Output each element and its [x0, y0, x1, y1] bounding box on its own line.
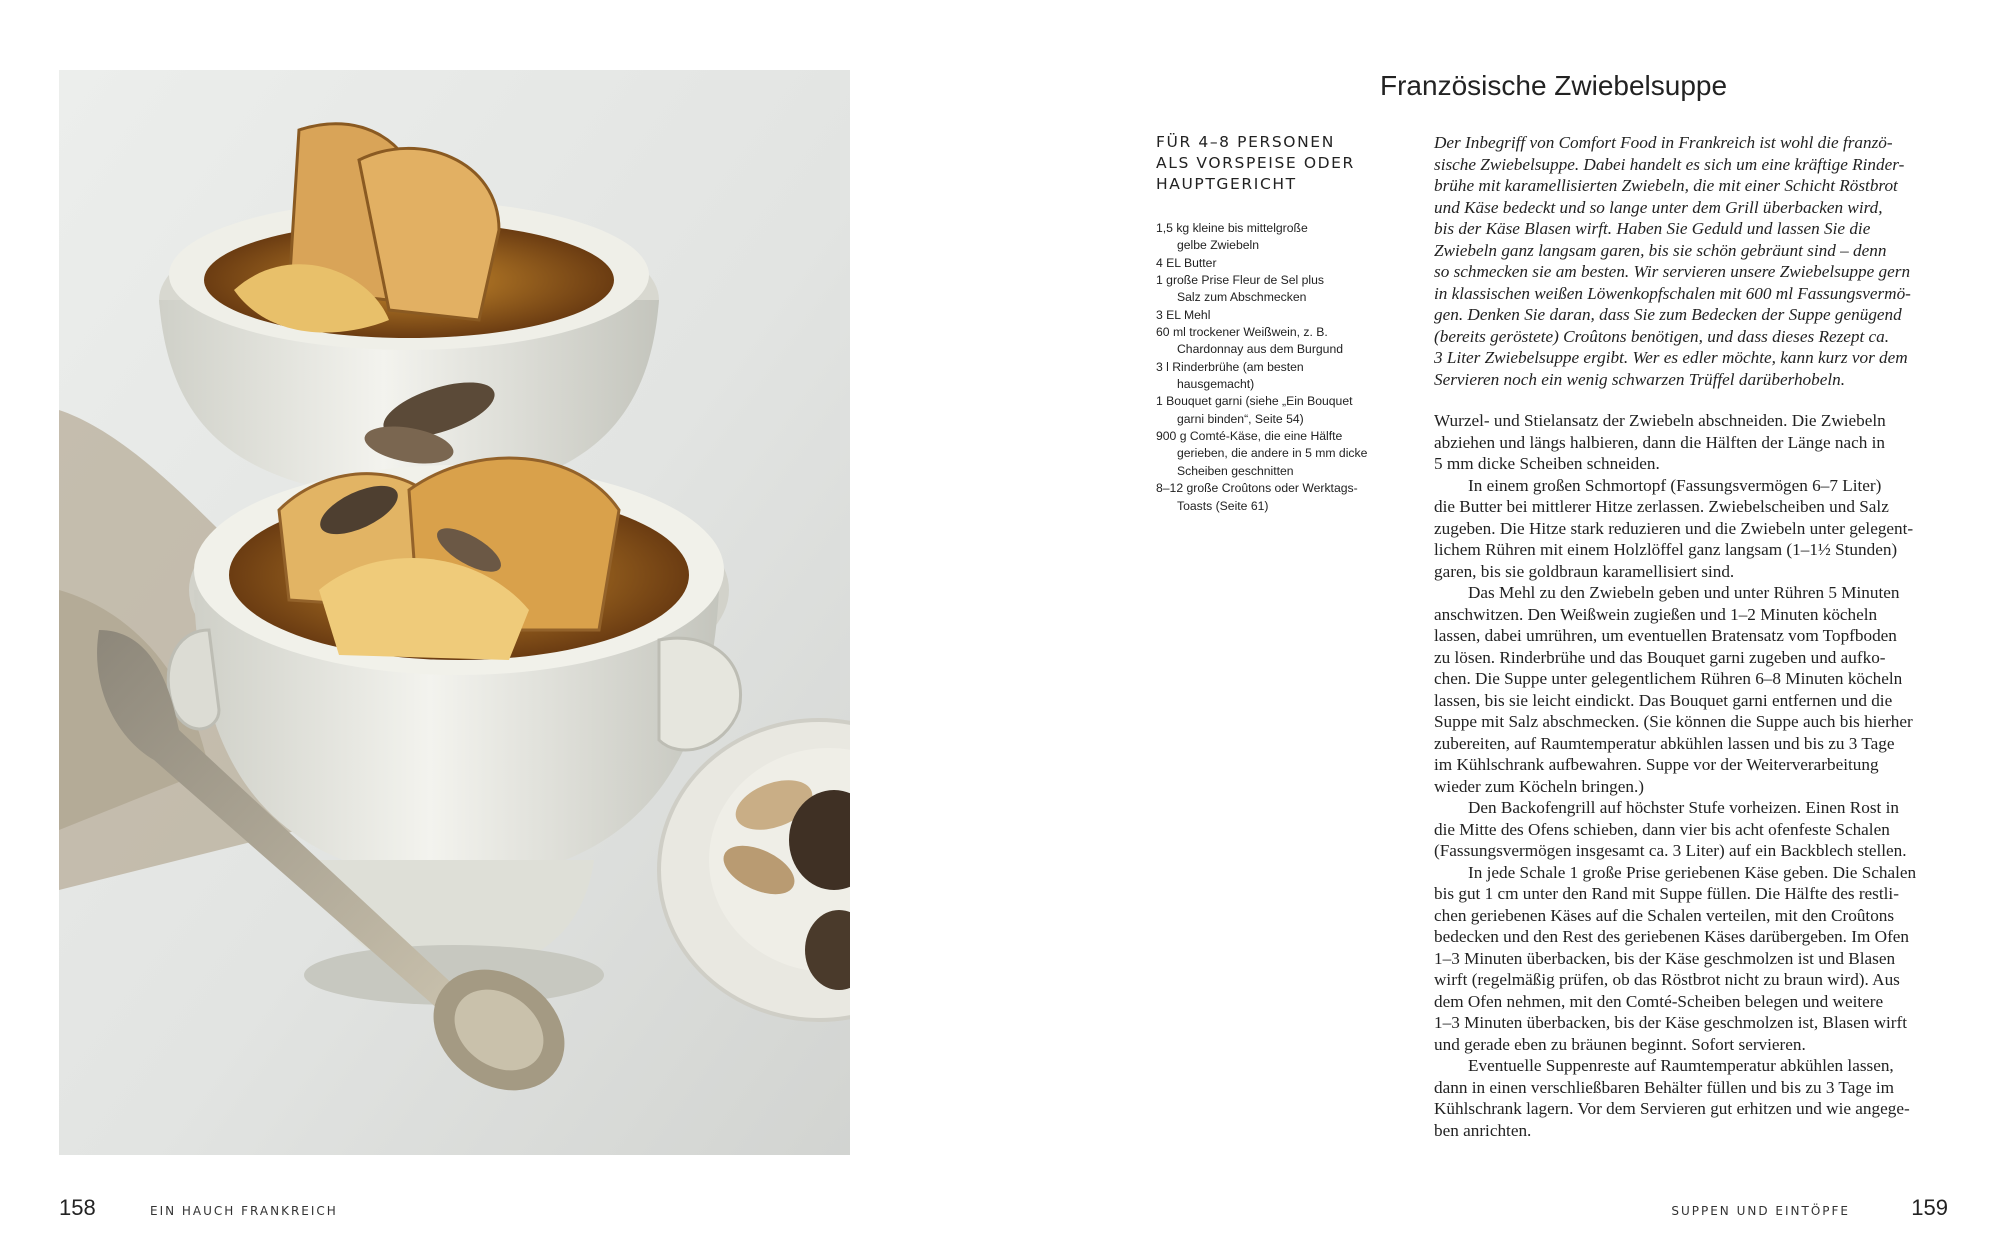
method-line: zugeben. Die Hitze stark reduzieren und die Zwiebeln unter gelegent- [1434, 518, 1914, 538]
ingredient-line: Chardonnay aus dem Burgund [1177, 342, 1343, 357]
method-line: anschwitzen. Den Weißwein zugießen und 1–2 Minuten köcheln [1434, 604, 1878, 624]
ingredient-line: garni binden“, Seite 54) [1177, 411, 1304, 426]
intro-line: bis der Käse Blasen wirft. Haben Sie Geduld und lassen Sie die [1434, 219, 1871, 238]
intro-line: (bereits geröstete) Croûtons benötigen, und dass dieses Rezept ca. [1434, 326, 1890, 346]
method-line: chen. Die Suppe unter gelegentlichem Rühren 6–8 Minuten köcheln [1434, 669, 1903, 688]
method-line: die Butter bei mittlerer Hitze zerlassen. Zwiebelscheiben und Salz [1434, 497, 1889, 516]
method-line: (Fassungsvermögen insgesamt ca. 3 Liter) auf ein Backblech stellen. [1434, 841, 1907, 860]
ingredient-line: hausgemacht) [1177, 377, 1255, 392]
serving-line: HAUPTGERICHT [1156, 175, 1297, 193]
intro-line: und Käse bedeckt und so lange unter dem Grill überbacken wird, [1434, 197, 1883, 217]
serving-line: FÜR 4–8 PERSONEN [1156, 133, 1335, 151]
intro-line: gen. Denken Sie daran, dass Sie zum Bedecken der Suppe genügend [1434, 305, 1902, 324]
method-line: und gerade eben zu bräunen beginnt. Sofort servieren. [1434, 1034, 1806, 1054]
recipe-method [1434, 410, 1954, 1141]
method-line: Das Mehl zu den Zwiebeln geben und unter Rühren 5 Minuten [1468, 583, 1900, 602]
intro-line: Zwiebeln ganz langsam garen, bis sie schön gebräunt sind – denn [1434, 240, 1887, 260]
method-line: Kühlschrank lagern. Vor dem Servieren gut erhitzen und wie angege- [1434, 1099, 1910, 1118]
running-head-left: EIN HAUCH FRANKREICH [150, 1204, 338, 1218]
method-paragraph [1434, 475, 1954, 583]
method-line: bis gut 1 cm unter den Rand mit Suppe füllen. Die Hälfte des restli- [1434, 884, 1899, 903]
method-paragraph [1434, 797, 1954, 862]
method-line: wirft (regelmäßig prüfen, ob das Röstbrot nicht zu braun wird). Aus [1434, 970, 1900, 989]
serving-info [1156, 132, 1386, 195]
method-line: ben anrichten. [1434, 1120, 1532, 1140]
ingredient-item [1156, 307, 1396, 324]
ingredient-item [1156, 428, 1396, 480]
method-line: Suppe mit Salz abschmecken. (Sie können die Suppe auch bis hierher [1434, 712, 1913, 731]
ingredient-item [1156, 393, 1396, 428]
method-line: In einem großen Schmortopf (Fassungsvermögen 6–7 Liter) [1468, 475, 1882, 495]
method-line: Eventuelle Suppenreste auf Raumtemperatur abkühlen lassen, [1468, 1056, 1894, 1075]
method-line: im Kühlschrank aufbewahren. Suppe vor der Weiterverarbeitung [1434, 755, 1879, 774]
method-line: 5 mm dicke Scheiben schneiden. [1434, 454, 1660, 473]
intro-line: sische Zwiebelsuppe. Dabei handelt es sich um eine kräftige Rinder- [1434, 154, 1905, 174]
running-head-right: SUPPEN UND EINTÖPFE [1671, 1204, 1850, 1218]
method-line: lassen, dabei umrühren, um eventuellen Bratensatz vom Topfboden [1434, 626, 1897, 645]
recipe-title: Französische Zwiebelsuppe [1380, 70, 1728, 101]
method-paragraph [1434, 862, 1954, 1056]
ingredient-item [1156, 480, 1396, 515]
intro-line: Servieren noch ein wenig schwarzen Trüffel darüberhobeln. [1434, 369, 1846, 389]
method-line: zubereiten, auf Raumtemperatur abkühlen lassen und bis zu 3 Tage [1434, 733, 1895, 753]
ingredient-line: 1 Bouquet garni (siehe „Ein Bouquet [1156, 394, 1353, 409]
ingredient-line: 1 große Prise Fleur de Sel plus [1156, 273, 1324, 288]
ingredient-line: Scheiben geschnitten [1177, 463, 1294, 478]
ingredient-line: Salz zum Abschmecken [1177, 290, 1307, 305]
ingredient-line: 1,5 kg kleine bis mittelgroße [1156, 221, 1308, 235]
ingredient-line: Toasts (Seite 61) [1177, 498, 1269, 513]
ingredient-line: 900 g Comté-Käse, die eine Hälfte [1156, 429, 1343, 444]
ingredient-line: 3 l Rinderbrühe (am besten [1156, 359, 1304, 374]
method-line: die Mitte des Ofens schieben, dann vier bis acht ofenfeste Schalen [1434, 819, 1890, 839]
method-line: garen, bis sie goldbraun karamellisiert sind. [1434, 561, 1735, 581]
ingredient-line: gelbe Zwiebeln [1177, 238, 1259, 253]
method-line: dann in einen verschließbaren Behälter füllen und bis zu 3 Tage im [1434, 1077, 1895, 1097]
method-line: lassen, bis sie leicht eindickt. Das Bouquet garni entfernen und die [1434, 690, 1893, 710]
method-line: Wurzel- und Stielansatz der Zwiebeln abschneiden. Die Zwiebeln [1434, 411, 1886, 430]
method-line: 1–3 Minuten überbacken, bis der Käse geschmolzen ist, Blasen wirft [1434, 1013, 1908, 1032]
ingredient-item [1156, 220, 1396, 255]
serving-line: ALS VORSPEISE ODER [1156, 154, 1355, 172]
ingredient-item [1156, 359, 1396, 394]
method-paragraph [1434, 582, 1954, 797]
intro-line: so schmecken sie am besten. Wir servieren unsere Zwiebelsuppe gern [1434, 262, 1911, 281]
method-paragraph [1434, 1055, 1954, 1141]
recipe-intro [1434, 132, 1954, 390]
ingredient-line: 3 EL Mehl [1156, 307, 1211, 322]
ingredient-item [1156, 272, 1396, 307]
ingredient-line: gerieben, die andere in 5 mm dicke [1177, 446, 1368, 461]
page-number-left: 158 [59, 1195, 96, 1220]
onion-soup-illustration [59, 70, 850, 1155]
ingredient-line: 4 EL Butter [1156, 255, 1217, 270]
intro-line: 3 Liter Zwiebelsuppe ergibt. Wer es edler möchte, kann kurz vor dem [1434, 348, 1908, 367]
intro-line: in klassischen weißen Löwenkopfschalen mit 600 ml Fassungsvermö- [1434, 283, 1911, 303]
ingredient-list [1156, 220, 1396, 515]
method-line: wieder zum Köcheln bringen.) [1434, 776, 1644, 796]
method-line: 1–3 Minuten überbacken, bis der Käse geschmolzen ist und Blasen [1434, 948, 1896, 968]
method-line: lichem Rühren mit einem Holzlöffel ganz langsam (1–1½ Stunden) [1434, 540, 1898, 559]
method-line: zu lösen. Rinderbrühe und das Bouquet garni zugeben und aufko- [1434, 647, 1886, 667]
ingredient-line: 60 ml trockener Weißwein, z. B. [1156, 325, 1328, 340]
method-paragraph [1434, 410, 1954, 475]
page-number-right: 159 [1911, 1195, 1948, 1220]
method-line: In jede Schale 1 große Prise geriebenen Käse geben. Die Schalen [1468, 862, 1917, 882]
ingredient-item [1156, 255, 1396, 272]
method-line: dem Ofen nehmen, mit den Comté-Scheiben belegen und weitere [1434, 991, 1884, 1011]
method-line: abziehen und längs halbieren, dann die Hälften der Länge nach in [1434, 432, 1885, 452]
method-line: chen geriebenen Käses auf die Schalen verteilen, mit den Croûtons [1434, 905, 1895, 925]
soup-photo [59, 70, 850, 1155]
ingredient-line: 8–12 große Croûtons oder Werktags- [1156, 481, 1358, 496]
method-line: bedecken und den Rest des geriebenen Käses darübergeben. Im Ofen [1434, 927, 1910, 946]
method-line: Den Backofengrill auf höchster Stufe vorheizen. Einen Rost in [1468, 798, 1899, 817]
ingredient-item [1156, 324, 1396, 359]
intro-line: brühe mit karamellisierten Zwiebeln, die mit einer Schicht Röstbrot [1434, 176, 1898, 195]
intro-line: Der Inbegriff von Comfort Food in Frankreich ist wohl die franzö- [1434, 133, 1893, 152]
